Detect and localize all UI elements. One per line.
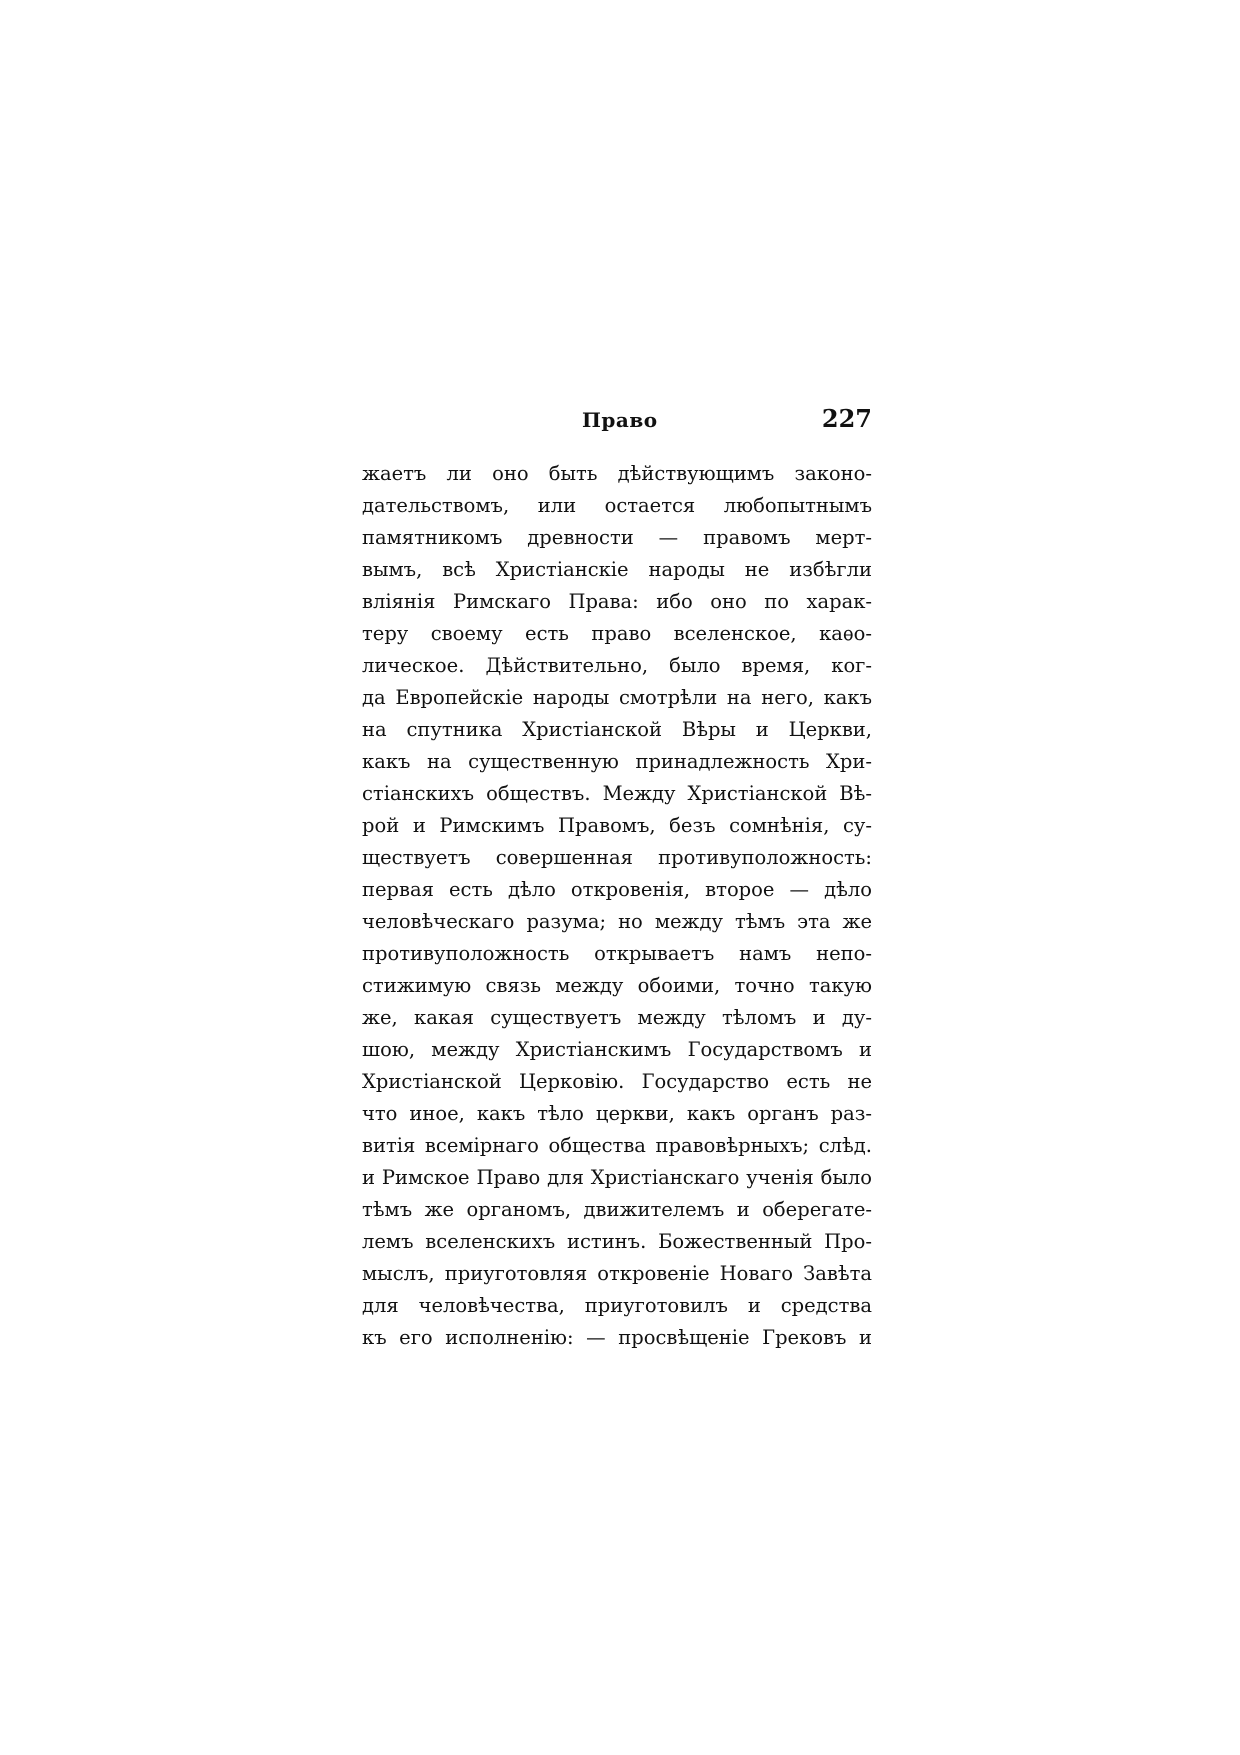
- text-line: Христіанской Церковію. Государство есть не: [362, 1070, 872, 1093]
- text-line: къ его исполненію: — просвѣщеніе Грековъ и: [362, 1326, 872, 1349]
- text-line: и Римское Право для Христіанскаго ученія было: [362, 1166, 872, 1189]
- text-line: тѣмъ же органомъ, движителемъ и оберегате-: [362, 1198, 872, 1221]
- text-line: лемъ вселенскихъ истинъ. Божественный Про-: [362, 1230, 872, 1253]
- running-title: Право: [582, 408, 658, 432]
- text-line: теру своему есть право вселенское, каѳо-: [362, 622, 872, 645]
- text-line: жаетъ ли оно быть дѣйствующимъ законо-: [362, 462, 872, 485]
- text-line: шою, между Христіанскимъ Государствомъ и: [362, 1038, 872, 1061]
- text-line: первая есть дѣло откровенія, второе — дѣло: [362, 878, 872, 901]
- text-line: памятникомъ древности — правомъ мерт-: [362, 526, 872, 549]
- text-line: же, какая существуетъ между тѣломъ и ду-: [362, 1006, 872, 1029]
- text-line: противуположность открываетъ намъ непо-: [362, 942, 872, 965]
- text-line: витія всемірнаго общества правовѣрныхъ; слѣд.: [362, 1134, 872, 1157]
- text-line: стіанскихъ обществъ. Между Христіанской Вѣ-: [362, 782, 872, 805]
- text-line: человѣческаго разума; но между тѣмъ эта же: [362, 910, 872, 933]
- text-line: что иное, какъ тѣло церкви, какъ органъ раз-: [362, 1102, 872, 1125]
- running-header: [362, 404, 872, 444]
- text-line: рой и Римскимъ Правомъ, безъ сомнѣнія, су-: [362, 814, 872, 837]
- text-line: какъ на существенную принадлежность Хри-: [362, 750, 872, 773]
- text-line: да Европейскіе народы смотрѣли на него, какъ: [362, 686, 872, 709]
- body-text: [362, 458, 872, 1354]
- text-line: вліянія Римскаго Права: ибо оно по харак-: [362, 590, 872, 613]
- page: [362, 404, 872, 1354]
- page-number: 227: [821, 404, 872, 433]
- text-line: стижимую связь между обоими, точно такую: [362, 974, 872, 997]
- text-line: вымъ, всѣ Христіанскіе народы не избѣгли: [362, 558, 872, 581]
- text-line: дательствомъ, или остается любопытнымъ: [362, 494, 872, 517]
- text-line: ществуетъ совершенная противуположность:: [362, 846, 872, 869]
- text-line: для человѣчества, приуготовилъ и средства: [362, 1294, 872, 1317]
- text-line: на спутника Христіанской Вѣры и Церкви,: [362, 718, 872, 741]
- text-line: мыслъ, приуготовляя откровеніе Новаго Завѣта: [362, 1262, 872, 1285]
- text-line: лическое. Дѣйствительно, было время, ког-: [362, 654, 872, 677]
